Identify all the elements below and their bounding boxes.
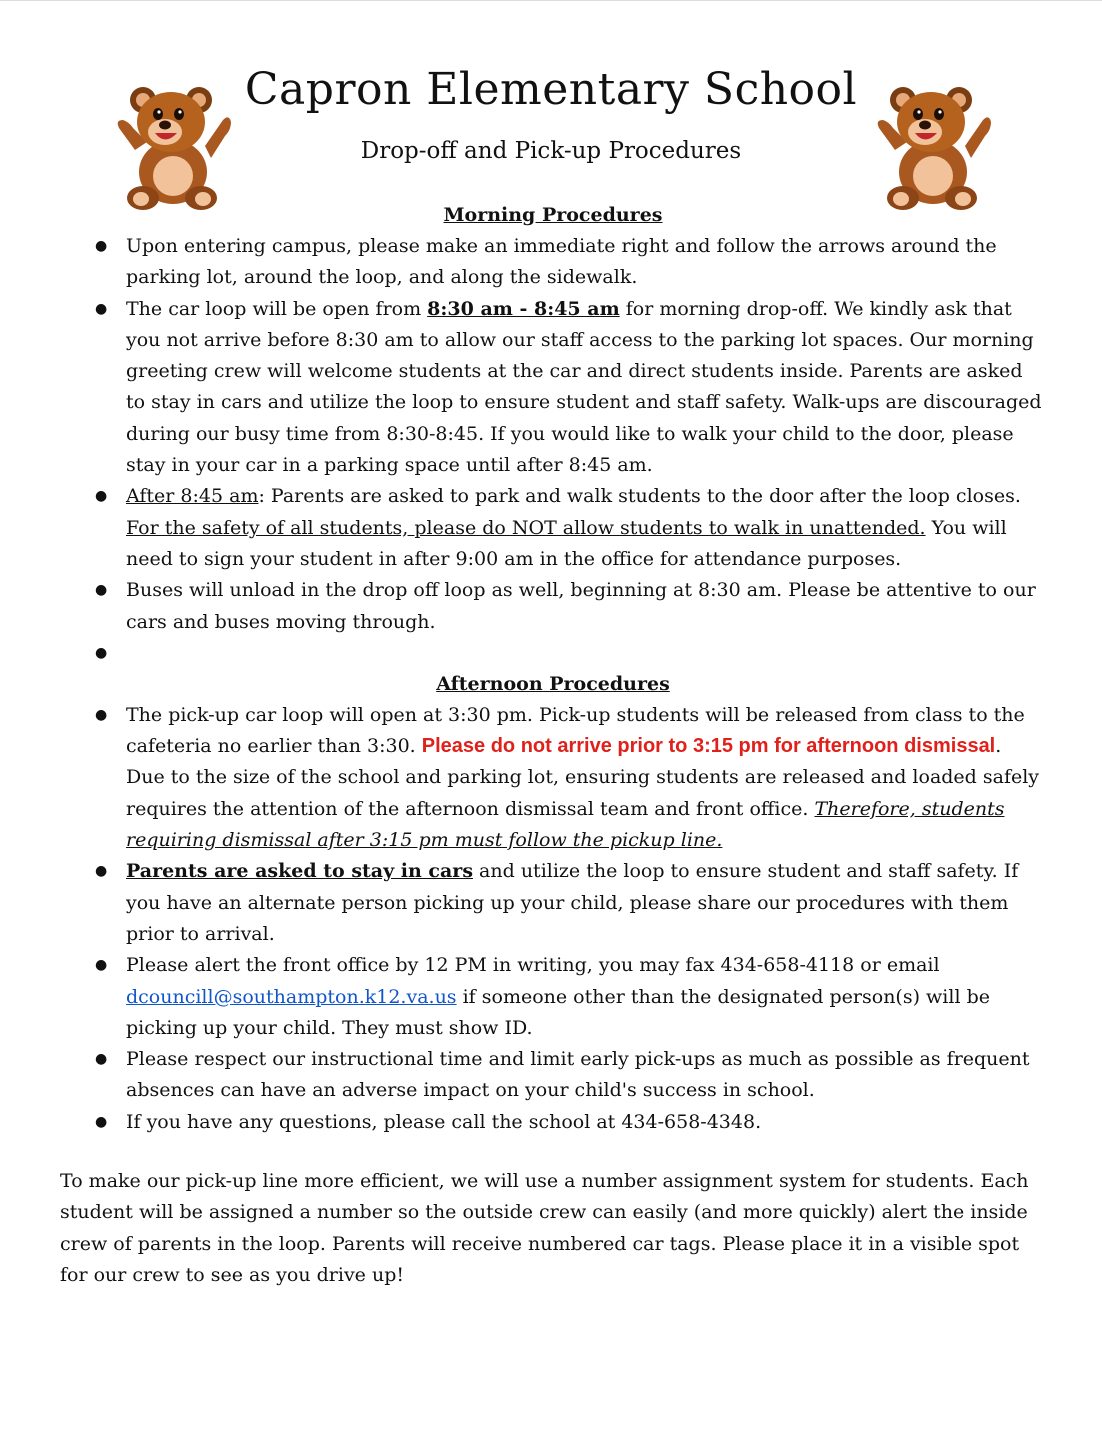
pickup-line-notice: Therefore, students requiring dismissal after 3:15 pm must follow the pickup line.: [126, 797, 1005, 852]
afternoon-heading: Afternoon Procedures: [436, 672, 670, 695]
drop-off-time-range: 8:30 am - 8:45 am: [427, 297, 620, 320]
bullet-text: Please respect our instructional time and limit early pick-ups as much as possible as frequent absences can have an adverse impact on your child's success in school.: [126, 1048, 1030, 1102]
bullet-text: for morning drop-off. We kindly ask that you not arrive before 8:30 am to allow our staff access to the parking lot spaces. Our morning greeting crew will welcome students at the car and direct students inside. Parents are asked to stay in cars and utilize the loop to ensure student and staff safety. Walk-ups are discouraged during our busy time from 8:30-8:45. If you would like to walk your child to the door, please stay in your car in a parking space until after 8:45 am.: [126, 297, 1042, 477]
page-title: Capron Elementary School: [244, 64, 858, 115]
list-item: [0, 231, 1102, 294]
list-item: [0, 575, 1102, 638]
list-item: [0, 481, 1102, 575]
bullet-text: if someone other than the designated person(s) will be picking up your child. They must show ID.: [126, 985, 990, 1039]
bullet-text: Please alert the front office by 12 PM in writing, you may fax 434-658-4118 or email: [126, 954, 940, 977]
list-item: [0, 950, 1102, 1044]
after-time-label: After 8:45 am: [126, 485, 259, 508]
bullet-text: and utilize the loop to ensure student and staff safety. If you have an alternate person picking up your child, please share our procedures with them prior to arrival.: [126, 860, 1019, 945]
list-item: [0, 700, 1102, 856]
bullet-text: Buses will unload in the drop off loop as well, beginning at 8:30 am. Please be attentive to our cars and buses moving through.: [126, 579, 1036, 633]
bullet-text: Upon entering campus, please make an immediate right and follow the arrows around the parking lot, around the loop, and along the sidewalk.: [126, 235, 997, 289]
page-top-border: [0, 0, 1102, 1]
morning-list: [0, 231, 1102, 669]
bullet-text: The pick-up car loop will open at 3:30 pm. Pick-up students will be released from class to the cafeteria no earlier than 3:30.: [126, 703, 1025, 758]
bullet-text: . Due to the size of the school and parking lot, ensuring students are released and loaded safely requires the attention of the afternoon dismissal team and front office.: [126, 735, 1040, 820]
list-item: [0, 1044, 1102, 1107]
morning-heading: Morning Procedures: [443, 204, 663, 226]
closing-paragraph: To make our pick-up line more efficient, we will use a number assignment system for students. Each student will be assigned a number so the outside crew can easily (and more quickly) alert the inside crew of parents in the loop. Parents will receive numbered car tags. Please place it in a visible spot for our crew to see as you drive up!: [60, 1170, 1029, 1286]
bullet-text: The car loop will be open from: [126, 297, 428, 320]
email-link[interactable]: dcouncill@southampton.k12.va.us: [126, 985, 457, 1008]
stay-in-cars-notice: Parents are asked to stay in cars: [126, 860, 474, 883]
afternoon-list: [0, 700, 1102, 1138]
page-subtitle: Drop-off and Pick-up Procedures: [360, 138, 742, 164]
bullet-text: : Parents are asked to park and walk students to the door after the loop closes.: [258, 485, 1021, 508]
bullet-text: If you have any questions, please call the school at 434-658-4348.: [126, 1110, 762, 1133]
list-item: [0, 856, 1102, 950]
bullet-text: You will need to sign your student in after 9:00 am in the office for attendance purposes.: [126, 516, 1007, 570]
safety-notice: For the safety of all students, please do NOT allow students to walk in unattended.: [126, 516, 926, 539]
document-body: [0, 200, 1102, 1291]
list-item: [0, 1107, 1102, 1138]
list-item-empty: [0, 638, 1102, 669]
dismissal-warning: Please do not arrive prior to 3:15 pm for afternoon dismissal: [421, 735, 996, 758]
list-item: [0, 294, 1102, 482]
